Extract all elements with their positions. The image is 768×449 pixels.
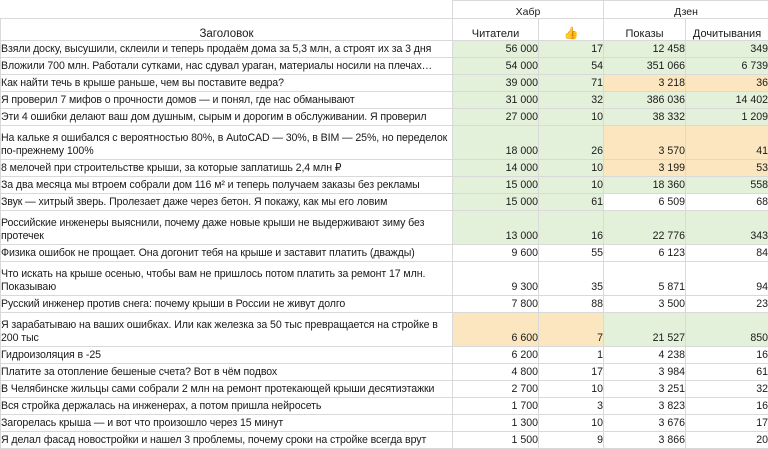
cell-views[interactable]: 5 871	[604, 262, 686, 296]
cell-reads[interactable]: 16	[686, 398, 768, 415]
cell-readers[interactable]: 56 000	[453, 41, 539, 58]
cell-views[interactable]: 3 823	[604, 398, 686, 415]
table-header	[1, 1, 768, 41]
cell-reads[interactable]: 1 209	[686, 109, 768, 126]
table-row[interactable]	[1, 177, 768, 194]
cell-likes[interactable]: 10	[539, 381, 604, 398]
cell-title[interactable]: Физика ошибок не прощает. Она догонит тебя на крыше и заставит платить (дважды)	[1, 245, 453, 262]
cell-readers[interactable]: 6 600	[453, 313, 539, 347]
cell-views[interactable]: 21 527	[604, 313, 686, 347]
cell-likes[interactable]: 3	[539, 398, 604, 415]
cell-likes[interactable]: 26	[539, 126, 604, 160]
cell-likes[interactable]: 55	[539, 245, 604, 262]
cell-title[interactable]: Русский инженер против снега: почему крыши в России не живут долго	[1, 296, 453, 313]
cell-likes[interactable]: 17	[539, 364, 604, 381]
cell-reads[interactable]: 20	[686, 432, 768, 449]
cell-likes[interactable]: 7	[539, 313, 604, 347]
cell-views[interactable]: 3 218	[604, 75, 686, 92]
cell-readers[interactable]: 1 500	[453, 432, 539, 449]
cell-views[interactable]: 3 500	[604, 296, 686, 313]
thumbs-up-icon: 👍	[564, 27, 579, 39]
cell-likes[interactable]: 88	[539, 296, 604, 313]
cell-views[interactable]: 3 676	[604, 415, 686, 432]
cell-readers[interactable]: 31 000	[453, 92, 539, 109]
cell-reads[interactable]: 850	[686, 313, 768, 347]
cell-title[interactable]: Российские инженеры выяснили, почему даже новые крыши не выдерживают зиму без протечек	[1, 211, 453, 245]
cell-title[interactable]: В Челябинске жильцы сами собрали 2 млн на ремонт протекающей крыши десятиэтажки	[1, 381, 453, 398]
cell-readers[interactable]: 9 600	[453, 245, 539, 262]
cell-likes[interactable]: 10	[539, 160, 604, 177]
column-header-likes[interactable]	[539, 19, 604, 41]
cell-readers[interactable]: 4 800	[453, 364, 539, 381]
cell-title[interactable]: Платите за отопление бешеные счета? Вот в чём подвох	[1, 364, 453, 381]
cell-likes[interactable]: 9	[539, 432, 604, 449]
cell-readers[interactable]: 13 000	[453, 211, 539, 245]
column-header-reads[interactable]: Дочитывания	[686, 19, 768, 41]
cell-likes[interactable]: 61	[539, 194, 604, 211]
table-row[interactable]	[1, 245, 768, 262]
table-row[interactable]	[1, 432, 768, 449]
cell-title[interactable]: Я делал фасад новостройки и нашел 3 проблемы, почему сроки на стройке всегда врут	[1, 432, 453, 449]
column-header-title[interactable]: Заголовок	[1, 19, 453, 41]
cell-title[interactable]: Я зарабатываю на ваших ошибках. Или как железка за 50 тыс превращается на стройке в 200 тыс	[1, 313, 453, 347]
cell-readers[interactable]: 39 000	[453, 75, 539, 92]
table-row[interactable]	[1, 347, 768, 364]
cell-likes[interactable]: 16	[539, 211, 604, 245]
cell-views[interactable]: 3 866	[604, 432, 686, 449]
cell-readers[interactable]: 15 000	[453, 194, 539, 211]
table-row[interactable]	[1, 211, 768, 245]
cell-title[interactable]: За два месяца мы втроем собрали дом 116 м² и теперь получаем заказы без рекламы	[1, 177, 453, 194]
table-row[interactable]	[1, 58, 768, 75]
table-row[interactable]	[1, 262, 768, 296]
cell-views[interactable]: 386 036	[604, 92, 686, 109]
cell-title[interactable]: Вложили 700 млн. Работали сутками, нас сдувал ураган, материалы носили на плечах…	[1, 58, 453, 75]
cell-views[interactable]: 18 360	[604, 177, 686, 194]
cell-reads[interactable]: 17	[686, 415, 768, 432]
table-row[interactable]	[1, 92, 768, 109]
table-row[interactable]	[1, 313, 768, 347]
cell-readers[interactable]: 14 000	[453, 160, 539, 177]
cell-reads[interactable]: 558	[686, 177, 768, 194]
cell-readers[interactable]: 27 000	[453, 109, 539, 126]
table-row[interactable]	[1, 41, 768, 58]
group-header-dzen: Дзен	[604, 1, 768, 19]
cell-views[interactable]: 38 332	[604, 109, 686, 126]
cell-reads[interactable]: 61	[686, 364, 768, 381]
cell-title[interactable]: Взяли доску, высушили, склеили и теперь продаём дома за 5,3 млн, а строят их за 3 дня	[1, 41, 453, 58]
cell-readers[interactable]: 9 300	[453, 262, 539, 296]
table-row[interactable]	[1, 415, 768, 432]
cell-reads[interactable]: 94	[686, 262, 768, 296]
cell-reads[interactable]: 32	[686, 381, 768, 398]
cell-reads[interactable]: 53	[686, 160, 768, 177]
table-row[interactable]	[1, 160, 768, 177]
cell-title[interactable]: 8 мелочей при строительстве крыши, за которые заплатишь 2,4 млн ₽	[1, 160, 453, 177]
cell-readers[interactable]: 54 000	[453, 58, 539, 75]
cell-reads[interactable]: 23	[686, 296, 768, 313]
cell-views[interactable]: 3 251	[604, 381, 686, 398]
group-header-empty	[1, 1, 453, 19]
cell-views[interactable]: 3 199	[604, 160, 686, 177]
cell-title[interactable]: Загорелась крыша — и вот что произошло через 15 минут	[1, 415, 453, 432]
cell-reads[interactable]: 36	[686, 75, 768, 92]
cell-readers[interactable]: 15 000	[453, 177, 539, 194]
cell-reads[interactable]: 14 402	[686, 92, 768, 109]
table-row[interactable]	[1, 75, 768, 92]
cell-views[interactable]: 4 238	[604, 347, 686, 364]
cell-title[interactable]: На кальке я ошибался с вероятностью 80%, в AutoCAD — 30%, в BIM — 25%, но переделок по-прежнему 100%	[1, 126, 453, 160]
cell-title[interactable]: Вся стройка держалась на инженерах, а потом пришла нейросеть	[1, 398, 453, 415]
cell-readers[interactable]: 18 000	[453, 126, 539, 160]
cell-readers[interactable]: 6 200	[453, 347, 539, 364]
cell-title[interactable]: Эти 4 ошибки делают ваш дом душным, сырым и дорогим в обслуживании. Я проверил	[1, 109, 453, 126]
cell-views[interactable]: 3 570	[604, 126, 686, 160]
table-row[interactable]	[1, 109, 768, 126]
cell-likes[interactable]: 54	[539, 58, 604, 75]
table-body	[1, 41, 768, 449]
group-header-habr: Хабр	[453, 1, 604, 19]
cell-views[interactable]: 3 984	[604, 364, 686, 381]
cell-readers[interactable]: 7 800	[453, 296, 539, 313]
column-header-readers[interactable]: Читатели	[453, 19, 539, 41]
cell-reads[interactable]: 41	[686, 126, 768, 160]
cell-likes[interactable]: 10	[539, 177, 604, 194]
cell-reads[interactable]: 68	[686, 194, 768, 211]
cell-title[interactable]: Я проверил 7 мифов о прочности домов — и понял, где нас обманывают	[1, 92, 453, 109]
cell-views[interactable]: 12 458	[604, 41, 686, 58]
column-header-views[interactable]: Показы	[604, 19, 686, 41]
table-row[interactable]	[1, 126, 768, 160]
cell-title[interactable]: Звук — хитрый зверь. Пролезает даже через бетон. Я покажу, как мы его ловим	[1, 194, 453, 211]
cell-likes[interactable]: 32	[539, 92, 604, 109]
cell-views[interactable]: 6 123	[604, 245, 686, 262]
table-row[interactable]	[1, 364, 768, 381]
cell-likes[interactable]: 10	[539, 109, 604, 126]
cell-readers[interactable]: 2 700	[453, 381, 539, 398]
table-row[interactable]	[1, 194, 768, 211]
group-header-row	[1, 1, 768, 19]
cell-likes[interactable]: 1	[539, 347, 604, 364]
cell-views[interactable]: 22 776	[604, 211, 686, 245]
cell-views[interactable]: 6 509	[604, 194, 686, 211]
cell-reads[interactable]: 343	[686, 211, 768, 245]
cell-readers[interactable]: 1 300	[453, 415, 539, 432]
cell-reads[interactable]: 16	[686, 347, 768, 364]
cell-title[interactable]: Что искать на крыше осенью, чтобы вам не пришлось потом платить за ремонт 17 млн. Показываю	[1, 262, 453, 296]
cell-readers[interactable]: 1 700	[453, 398, 539, 415]
cell-likes[interactable]: 35	[539, 262, 604, 296]
cell-likes[interactable]: 17	[539, 41, 604, 58]
cell-views[interactable]: 351 066	[604, 58, 686, 75]
cell-reads[interactable]: 6 739	[686, 58, 768, 75]
table-row[interactable]	[1, 398, 768, 415]
cell-reads[interactable]: 349	[686, 41, 768, 58]
cell-title[interactable]: Гидроизоляция в -25	[1, 347, 453, 364]
cell-reads[interactable]: 84	[686, 245, 768, 262]
table-row[interactable]	[1, 296, 768, 313]
cell-title[interactable]: Как найти течь в крыше раньше, чем вы поставите ведра?	[1, 75, 453, 92]
column-header-row	[1, 19, 768, 41]
table-row[interactable]	[1, 381, 768, 398]
cell-likes[interactable]: 10	[539, 415, 604, 432]
cell-likes[interactable]: 71	[539, 75, 604, 92]
